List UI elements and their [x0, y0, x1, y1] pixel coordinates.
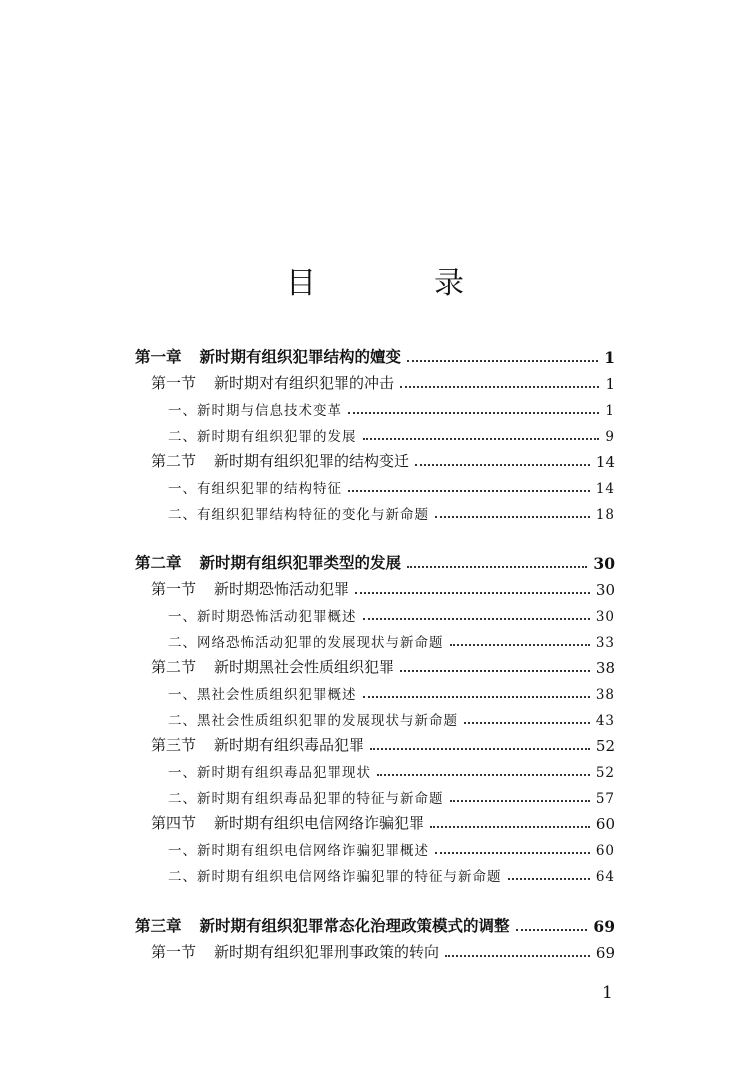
- entry-title: 新时期有组织犯罪刑事政策的转向: [214, 943, 440, 961]
- entry-number: 二、: [168, 429, 197, 445]
- page-number: 1: [602, 983, 613, 1003]
- entry-page: 60: [595, 815, 615, 833]
- entry-number: 第二章: [135, 553, 182, 572]
- leader-dots: [400, 385, 599, 388]
- entry-title: 有组织犯罪的结构特征: [197, 481, 342, 497]
- entry-title: 新时期有组织犯罪的结构变迁: [214, 452, 410, 470]
- leader-dots: [407, 359, 598, 362]
- entry-title: 新时期有组织毒品犯罪现状: [197, 765, 371, 781]
- entry-page: 64: [595, 869, 615, 885]
- toc-entry[interactable]: [151, 653, 615, 677]
- leader-dots: [516, 928, 588, 931]
- leader-dots: [355, 591, 590, 594]
- entry-title: 新时期有组织毒品犯罪: [214, 736, 365, 754]
- entry-title: 新时期与信息技术变革: [197, 403, 342, 419]
- entry-title: 新时期有组织犯罪常态化治理政策模式的调整: [199, 916, 510, 935]
- leader-dots: [450, 799, 590, 802]
- toc-title: 目 录: [286, 266, 508, 301]
- toc-entry[interactable]: [135, 343, 615, 367]
- entry-title: 新时期有组织犯罪结构的嬗变: [199, 347, 402, 366]
- entry-page: 38: [595, 659, 615, 677]
- entry-title: 新时期有组织毒品犯罪的特征与新命题: [197, 791, 444, 807]
- entry-title: 网络恐怖活动犯罪的发展现状与新命题: [197, 635, 444, 651]
- entry-page: 52: [595, 765, 615, 781]
- entry-title: 新时期有组织电信网络诈骗犯罪: [214, 814, 425, 832]
- entry-number: 第三节: [151, 736, 197, 754]
- entry-page: 69: [593, 917, 615, 936]
- leader-dots: [363, 617, 590, 620]
- leader-dots: [407, 565, 587, 568]
- entry-number: 第二节: [151, 658, 197, 676]
- entry-title: 新时期有组织犯罪的发展: [197, 429, 357, 445]
- entry-number: 二、: [168, 507, 197, 523]
- leader-dots: [435, 851, 590, 854]
- entry-number: 二、: [168, 635, 197, 651]
- entry-title: 新时期有组织电信网络诈骗犯罪概述: [197, 843, 429, 859]
- entry-number: 第一章: [135, 347, 182, 366]
- leader-dots: [415, 463, 590, 466]
- entry-page: 9: [605, 429, 615, 445]
- entry-number: 一、: [168, 687, 197, 703]
- entry-number: 一、: [168, 481, 197, 497]
- toc-entry[interactable]: [168, 679, 615, 703]
- toc-entry[interactable]: [151, 809, 615, 833]
- entry-page: 30: [593, 554, 615, 573]
- toc-entry[interactable]: [151, 731, 615, 755]
- toc-entry[interactable]: [151, 575, 615, 599]
- entry-title: 新时期黑社会性质组织犯罪: [214, 658, 395, 676]
- leader-dots: [348, 489, 590, 492]
- entry-title: 新时期对有组织犯罪的冲击: [214, 374, 395, 392]
- leader-dots: [435, 515, 590, 518]
- entry-page: 14: [595, 453, 615, 471]
- entry-page: 1: [605, 403, 615, 419]
- leader-dots: [430, 825, 590, 828]
- toc-entry[interactable]: [168, 601, 615, 625]
- entry-number: 二、: [168, 713, 197, 729]
- entry-title: 新时期恐怖活动犯罪: [214, 580, 350, 598]
- entry-page: 52: [595, 737, 615, 755]
- entry-page: 1: [605, 375, 615, 393]
- entry-number: 一、: [168, 765, 197, 781]
- toc-entry[interactable]: [151, 938, 615, 962]
- entry-page: 38: [595, 687, 615, 703]
- entry-number: 二、: [168, 791, 197, 807]
- entry-number: 第四节: [151, 814, 197, 832]
- entry-page: 14: [595, 481, 615, 497]
- leader-dots: [464, 721, 590, 724]
- leader-dots: [400, 669, 590, 672]
- leader-dots: [370, 747, 590, 750]
- entry-number: 第三章: [135, 916, 182, 935]
- leader-dots: [508, 877, 590, 880]
- entry-page: 30: [595, 581, 615, 599]
- toc-entry[interactable]: [168, 421, 615, 445]
- entry-number: 一、: [168, 403, 197, 419]
- toc-entry[interactable]: [168, 395, 615, 419]
- leader-dots: [348, 411, 599, 414]
- entry-number: 二、: [168, 869, 197, 885]
- toc-entry[interactable]: [168, 783, 615, 807]
- entry-title: 新时期恐怖活动犯罪概述: [197, 609, 357, 625]
- entry-page: 60: [595, 843, 615, 859]
- entry-page: 1: [604, 348, 615, 367]
- entry-number: 一、: [168, 609, 197, 625]
- toc-entry[interactable]: [168, 835, 615, 859]
- entry-title: 黑社会性质组织犯罪的发展现状与新命题: [197, 713, 458, 729]
- leader-dots: [445, 954, 590, 957]
- toc-entry[interactable]: [168, 499, 615, 523]
- toc-entry[interactable]: [151, 369, 615, 393]
- leader-dots: [363, 437, 600, 440]
- entry-title: 有组织犯罪结构特征的变化与新命题: [197, 507, 429, 523]
- leader-dots: [377, 773, 590, 776]
- entry-number: 一、: [168, 843, 197, 859]
- entry-number: 第二节: [151, 452, 197, 470]
- entry-title: 新时期有组织电信网络诈骗犯罪的特征与新命题: [197, 869, 502, 885]
- toc-entry[interactable]: [151, 447, 615, 471]
- leader-dots: [363, 695, 590, 698]
- toc-entry[interactable]: [168, 861, 615, 885]
- entry-page: 33: [595, 635, 615, 651]
- entry-number: 第一节: [151, 580, 197, 598]
- entry-number: 第一节: [151, 374, 197, 392]
- entry-title: 黑社会性质组织犯罪概述: [197, 687, 357, 703]
- entry-page: 69: [595, 944, 615, 962]
- toc-entry[interactable]: [168, 627, 615, 651]
- entry-number: 第一节: [151, 943, 197, 961]
- entry-page: 57: [595, 791, 615, 807]
- entry-title: 新时期有组织犯罪类型的发展: [199, 553, 402, 572]
- toc-entry[interactable]: [168, 757, 615, 781]
- toc-entry[interactable]: [135, 549, 615, 573]
- entry-page: 30: [595, 609, 615, 625]
- toc-entry[interactable]: [168, 705, 615, 729]
- entry-page: 43: [595, 713, 615, 729]
- toc-entry[interactable]: [168, 473, 615, 497]
- entry-page: 18: [595, 507, 615, 523]
- leader-dots: [450, 643, 590, 646]
- toc-entry[interactable]: [135, 912, 615, 936]
